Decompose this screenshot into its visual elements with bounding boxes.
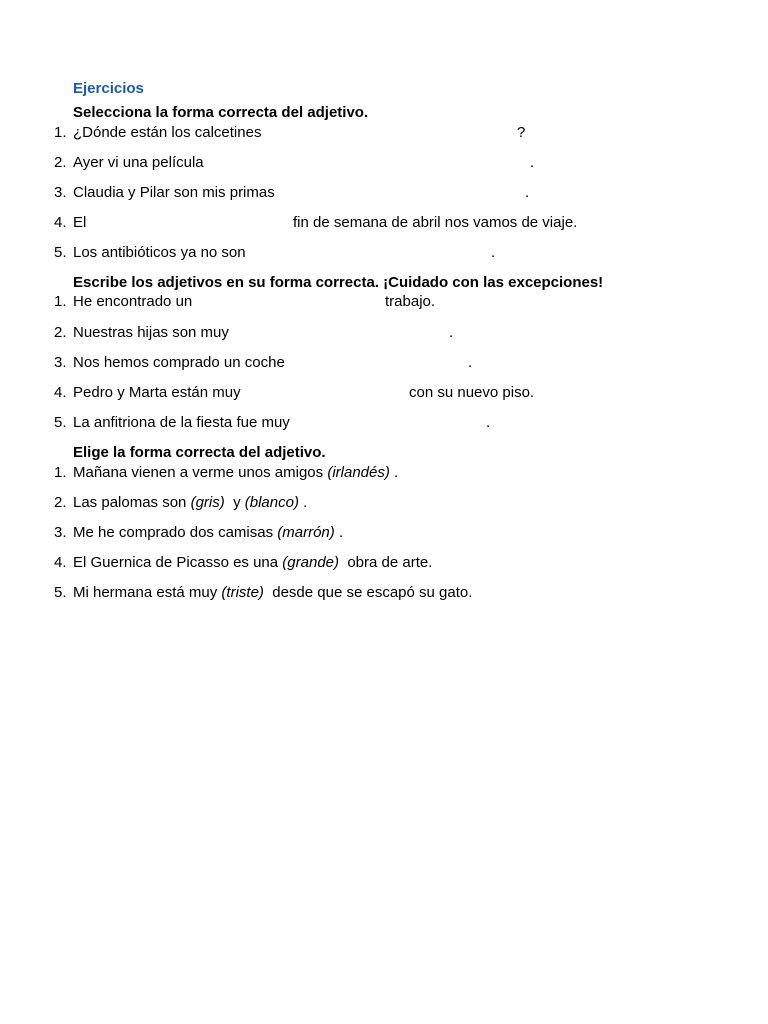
item-text: Me he comprado dos camisas — [73, 524, 274, 541]
item-text-mid: y — [233, 494, 241, 511]
item-number: 4. — [54, 554, 67, 571]
item-text-end: . — [338, 524, 344, 541]
item-number: 4. — [54, 384, 67, 401]
item-line — [73, 524, 343, 541]
item-text: He encontrado un — [73, 293, 193, 310]
item-number: 1. — [54, 293, 67, 310]
item-text: Pedro y Marta están muy — [73, 384, 241, 401]
item-number: 5. — [54, 584, 67, 601]
item-text-end: ? — [517, 124, 526, 141]
item-text-end: fin de semana de abril nos vamos de viaje. — [293, 214, 578, 231]
item-number: 3. — [54, 354, 67, 371]
item-text: Nuestras hijas son muy — [73, 324, 229, 341]
item-number: 5. — [54, 244, 67, 261]
item-number: 1. — [54, 464, 67, 481]
section-3-heading: Elige la forma correcta del adjetivo. — [73, 444, 326, 461]
item-text-end: . — [525, 184, 530, 201]
section-2-heading: Escribe los adjetivos en su forma correcta. ¡Cuidado con las excepciones! — [73, 274, 604, 291]
item-text: Mañana vienen a verme unos amigos — [73, 464, 324, 481]
item-hint: (irlandés) — [327, 464, 390, 481]
item-text-end: . — [394, 464, 399, 481]
item-number: 3. — [54, 524, 67, 541]
item-line — [73, 494, 307, 511]
item-number: 3. — [54, 184, 67, 201]
item-text-end: . — [468, 354, 473, 371]
item-text-end: con su nuevo piso. — [409, 384, 535, 401]
item-number: 1. — [54, 124, 67, 141]
item-number: 4. — [54, 214, 67, 231]
item-text-end: desde que se escapó su gato. — [272, 584, 473, 601]
item-text-end: . — [486, 414, 491, 431]
item-hint: (marrón) — [277, 524, 335, 541]
item-line — [73, 554, 432, 571]
item-text: El — [73, 214, 87, 231]
item-hint: (gris) — [190, 494, 225, 511]
item-text: El Guernica de Picasso es una — [73, 554, 279, 571]
page-title: Ejercicios — [73, 80, 144, 97]
item-text-end: . — [449, 324, 454, 341]
item-number: 2. — [54, 324, 67, 341]
item-text: La anfitriona de la fiesta fue muy — [73, 414, 290, 431]
item-text: Los antibióticos ya no son — [73, 244, 246, 261]
item-text: Ayer vi una película — [73, 154, 204, 171]
item-text: Mi hermana está muy — [73, 584, 218, 601]
item-hint: (grande) — [282, 554, 339, 571]
item-hint: (triste) — [221, 584, 264, 601]
item-number: 2. — [54, 154, 67, 171]
item-text: Claudia y Pilar son mis primas — [73, 184, 275, 201]
item-text: Las palomas son — [73, 494, 187, 511]
item-text-end: . — [303, 494, 308, 511]
item-text-end: . — [530, 154, 535, 171]
item-text-end: obra de arte. — [347, 554, 433, 571]
item-text: ¿Dónde están los calcetines — [73, 124, 262, 141]
item-number: 5. — [54, 414, 67, 431]
item-text: Nos hemos comprado un coche — [73, 354, 285, 371]
item-number: 2. — [54, 494, 67, 511]
item-text-end: . — [491, 244, 496, 261]
item-line — [73, 584, 472, 601]
item-line — [73, 464, 398, 481]
item-hint: (blanco) — [244, 494, 299, 511]
section-1-heading: Selecciona la forma correcta del adjetivo. — [73, 104, 369, 121]
item-text-end: trabajo. — [385, 293, 436, 310]
